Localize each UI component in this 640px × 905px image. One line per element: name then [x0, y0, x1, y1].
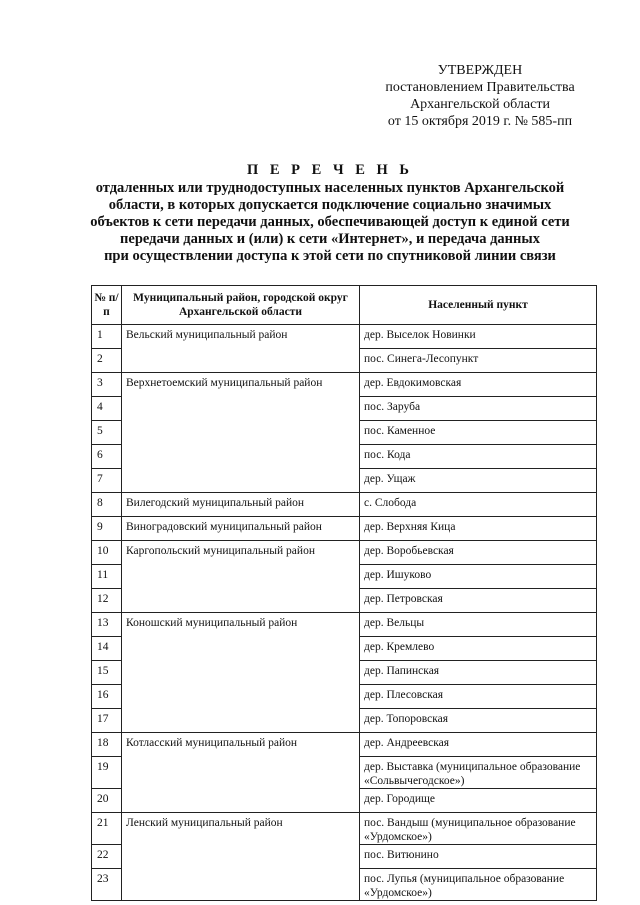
table-header-row	[92, 286, 597, 325]
row-num: 3	[92, 373, 122, 397]
row-num: 19	[92, 757, 122, 789]
district-cell: Котласский муниципальный район	[122, 733, 360, 813]
table-row	[92, 613, 597, 637]
title-line: при осуществлении доступа к этой сети по спутниковой линии связи	[104, 248, 556, 264]
approval-date: от 15 октября 2019 г. № 585-пп	[387, 114, 573, 129]
title-line: передачи данных и (или) к сети «Интернет», и передача данных	[120, 231, 540, 247]
place-cell: дер. Топоровская	[360, 709, 597, 733]
row-num: 20	[92, 789, 122, 813]
place-cell: дер. Плесовская	[360, 685, 597, 709]
place-cell: дер. Верхняя Кица	[360, 517, 597, 541]
row-num: 18	[92, 733, 122, 757]
district-cell: Вельский муниципальный район	[122, 325, 360, 373]
row-num: 5	[92, 421, 122, 445]
row-num: 9	[92, 517, 122, 541]
place-cell: пос. Лупья (муниципальное образование «Урдомское»)	[360, 869, 597, 901]
place-cell: дер. Андреевская	[360, 733, 597, 757]
table-row	[92, 733, 597, 757]
approval-line: Архангельской области	[410, 97, 550, 112]
row-num: 16	[92, 685, 122, 709]
place-cell: дер. Городище	[360, 789, 597, 813]
title-main: П Е Р Е Ч Е Н Ь	[246, 162, 414, 178]
row-num: 14	[92, 637, 122, 661]
place-cell: дер. Выставка (муниципальное образование «Сольвычегодское»)	[360, 757, 597, 789]
district-cell: Ленский муниципальный район	[122, 813, 360, 901]
place-cell: дер. Ущаж	[360, 469, 597, 493]
row-num: 4	[92, 397, 122, 421]
row-num: 21	[92, 813, 122, 845]
place-cell: дер. Кремлево	[360, 637, 597, 661]
place-cell: пос. Кода	[360, 445, 597, 469]
title-line: области, в которых допускается подключение социально значимых	[108, 197, 552, 213]
place-cell: дер. Воробьевская	[360, 541, 597, 565]
place-cell: пос. Витюнино	[360, 845, 597, 869]
row-num: 11	[92, 565, 122, 589]
place-cell: дер. Евдокимовская	[360, 373, 597, 397]
approval-heading: УТВЕРЖДЕН	[437, 63, 523, 78]
table-row	[92, 493, 597, 517]
row-num: 8	[92, 493, 122, 517]
place-cell: с. Слобода	[360, 493, 597, 517]
table-row	[92, 541, 597, 565]
title-line: объектов к сети передачи данных, обеспечивающей доступ к единой сети	[90, 214, 570, 230]
district-cell: Верхнетоемский муниципальный район	[122, 373, 360, 493]
title-line: отдаленных или труднодоступных населенных пунктов Архангельской	[95, 180, 565, 196]
table-row	[92, 517, 597, 541]
row-num: 12	[92, 589, 122, 613]
place-cell: дер. Папинская	[360, 661, 597, 685]
row-num: 1	[92, 325, 122, 349]
district-cell: Каргопольский муниципальный район	[122, 541, 360, 613]
place-cell: дер. Вельцы	[360, 613, 597, 637]
row-num: 23	[92, 869, 122, 901]
approval-line: постановлением Правительства	[385, 80, 575, 95]
row-num: 7	[92, 469, 122, 493]
place-cell: дер. Ишуково	[360, 565, 597, 589]
place-cell: пос. Заруба	[360, 397, 597, 421]
district-cell: Виноградовский муниципальный район	[122, 517, 360, 541]
row-num: 6	[92, 445, 122, 469]
settlements-table	[91, 285, 597, 901]
row-num: 13	[92, 613, 122, 637]
header-district: Муниципальный район, городской округ Архангельской области	[122, 286, 360, 325]
table-row	[92, 813, 597, 845]
district-cell: Вилегодский муниципальный район	[122, 493, 360, 517]
header-num: № п/п	[92, 286, 122, 325]
row-num: 2	[92, 349, 122, 373]
district-cell: Коношский муниципальный район	[122, 613, 360, 733]
row-num: 22	[92, 845, 122, 869]
row-num: 15	[92, 661, 122, 685]
place-cell: пос. Синега-Лесопункт	[360, 349, 597, 373]
table-row	[92, 373, 597, 397]
table-row	[92, 325, 597, 349]
header-place: Населенный пункт	[360, 286, 597, 325]
place-cell: дер. Петровская	[360, 589, 597, 613]
row-num: 17	[92, 709, 122, 733]
place-cell: пос. Вандыш (муниципальное образование «Урдомское»)	[360, 813, 597, 845]
approval-block	[360, 62, 600, 130]
row-num: 10	[92, 541, 122, 565]
place-cell: пос. Каменное	[360, 421, 597, 445]
place-cell: дер. Выселок Новинки	[360, 325, 597, 349]
document-title	[60, 162, 600, 265]
